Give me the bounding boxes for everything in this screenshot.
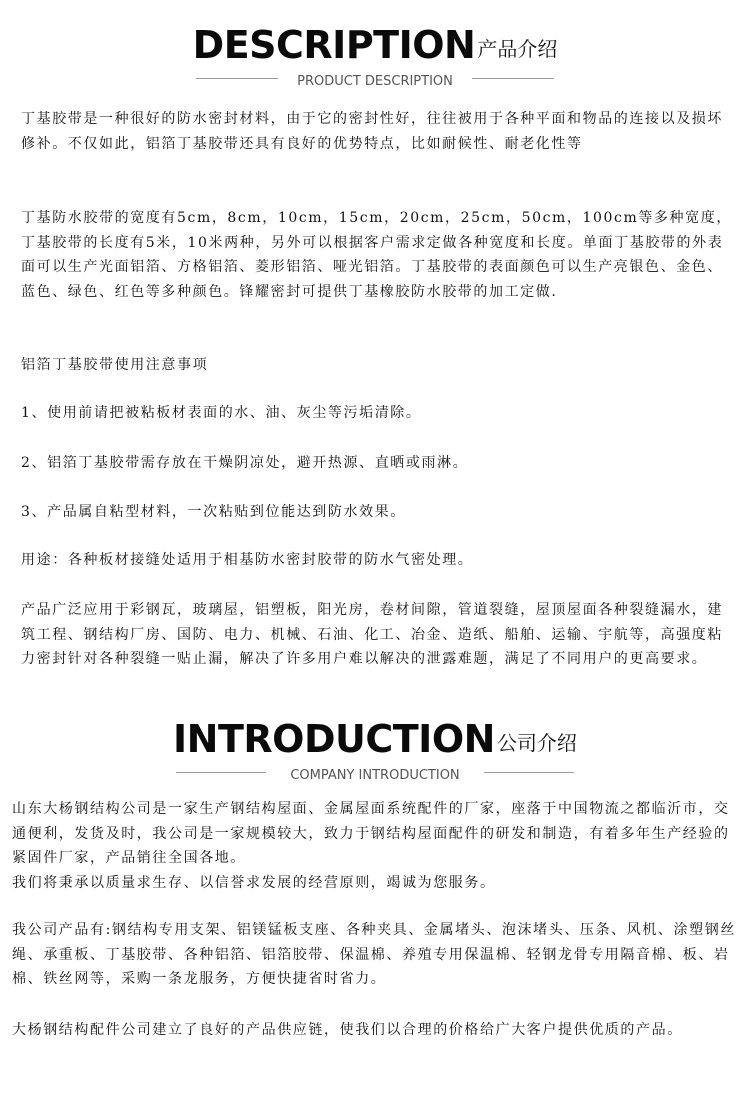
divider-line-left: [176, 772, 266, 773]
description-paragraph-2: 丁基防水胶带的宽度有5cm，8cm，10cm，15cm，20cm，25cm，50cm，100cm等多种宽度，丁基胶带的长度有5米，10米两种，另外可以根据客户需求定做各种宽度和长度。单面丁基胶带的外表面可以生产光面铝箔、方格铝箔、菱形铝箔、哑光铝箔。丁基胶带的表面颜色可以生产亮银色、金色、蓝色、绿色、红色等多种颜色。锋耀密封可提供丁基橡胶防水胶带的加工定做.: [21, 210, 732, 300]
introduction-header: [0, 717, 750, 783]
divider-line-right: [484, 772, 574, 773]
description-title-cn: 产品介绍: [477, 37, 558, 61]
description-title-row: [0, 23, 750, 67]
description-header: [0, 23, 750, 89]
description-notes-heading: 铝箔丁基胶带使用注意事项: [21, 357, 209, 373]
introduction-title-cn: 公司介绍: [496, 731, 577, 755]
introduction-paragraph-3: 我公司产品有:钢结构专用支架、铝镁锰板支座、各种夹具、金属堵头、泡沫堵头、压条、风机、涂塑钢丝绳、承重板、丁基胶带、各种铝箔、铝箔胶带、保温棉、养殖专用保温棉、轻钢龙骨专用隔音棉、板、岩棉、铁丝网等，采购一条龙服务，方便快捷省时省力。: [12, 922, 736, 987]
introduction-subtitle-row: [0, 764, 750, 783]
description-applications: 产品广泛应用于彩钢瓦，玻璃屋，铝塑板，阳光房，卷材间隙，管道裂缝，屋顶屋面各种裂缝漏水，建筑工程、钢结构厂房、国防、电力、机械、石油、化工、冶金、造纸、船舶、运输、宇航等，高强度粘力密封针对各种裂缝一贴止漏，解决了许多用户难以解决的泄露难题，满足了不同用户的更高要求。: [21, 602, 723, 667]
description-note-2: 2、铝箔丁基胶带需存放在干燥阴凉处，避开热源、直晒或雨淋。: [21, 455, 469, 471]
description-subtitle: PRODUCT DESCRIPTION: [289, 74, 461, 90]
description-note-3: 3、产品属自粘型材料，一次粘贴到位能达到防水效果。: [21, 504, 406, 520]
description-paragraph-1: 丁基胶带是一种很好的防水密封材料，由于它的密封性好，往往被用于各种平面和物品的连接以及损坏修补。不仅如此，铝箔丁基胶带还具有良好的优势特点，比如耐候性、耐老化性等: [21, 111, 723, 152]
divider-line-left: [196, 78, 278, 79]
divider-line-right: [472, 78, 554, 79]
description-usage: 用途：各种板材接缝处适用于相基防水密封胶带的防水气密处理。: [21, 552, 474, 568]
description-note-1: 1、使用前请把被粘板材表面的水、油、灰尘等污垢清除。: [21, 405, 422, 421]
description-subtitle-row: [0, 70, 750, 89]
introduction-paragraph-4: 大杨钢结构配件公司建立了良好的产品供应链，使我们以合理的价格给广大客户提供优质的产品。: [12, 1022, 683, 1038]
introduction-subtitle: COMPANY INTRODUCTION: [282, 768, 467, 784]
introduction-title-row: [0, 717, 750, 761]
description-applications-clip: [21, 598, 733, 686]
description-title-en: DESCRIPTION: [192, 23, 476, 67]
introduction-paragraph-2: 我们将秉承以质量求生存、以信誉求发展的经营原则，竭诚为您服务。: [12, 875, 496, 891]
introduction-paragraph-1: 山东大杨钢结构公司是一家生产钢结构屋面、金属屋面系统配件的厂家，座落于中国物流之都临沂市，交通便利，发货及时，我公司是一家规模较大，致力于钢结构屋面配件的研发和制造，有着多年生产经验的紧固件厂家，产品销往全国各地。: [12, 801, 730, 866]
introduction-title-en: INTRODUCTION: [173, 717, 495, 761]
